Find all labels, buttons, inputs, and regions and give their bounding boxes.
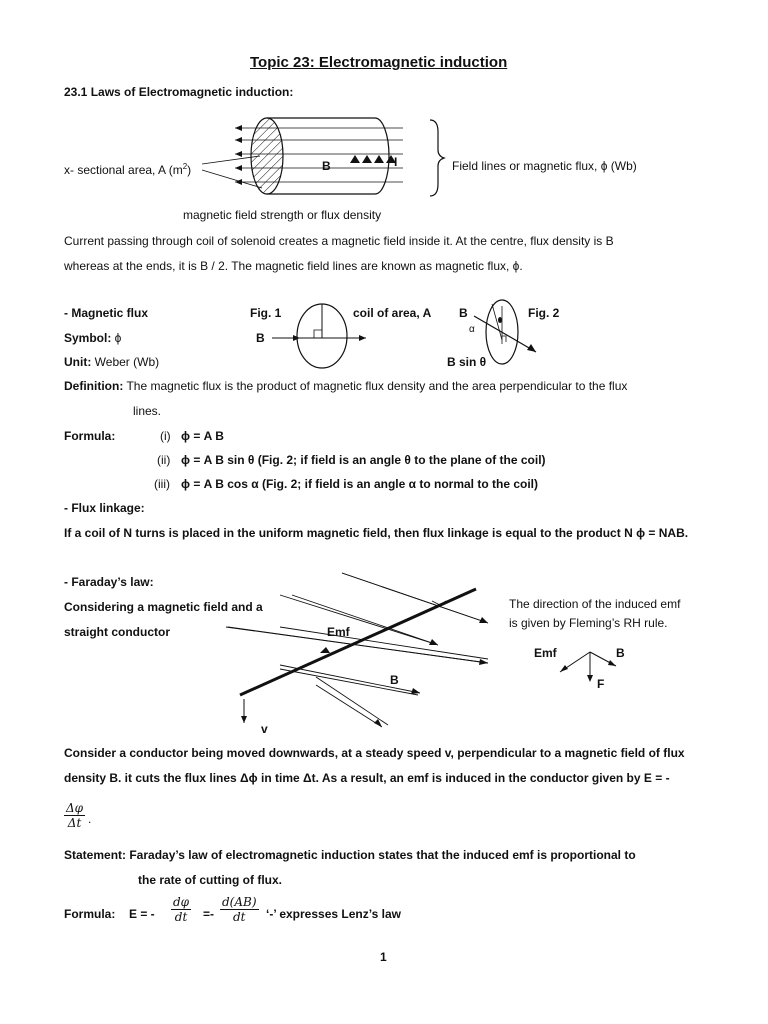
flux-lines-label: Field lines or magnetic flux, ϕ (Wb) bbox=[452, 159, 637, 173]
formula-ii-number: (ii) bbox=[157, 453, 171, 467]
faraday-left-line: Considering a magnetic field and a bbox=[64, 600, 263, 614]
area-pointer-lines bbox=[200, 150, 270, 200]
solenoid-current-label: I bbox=[394, 155, 398, 169]
faraday-formula-eq: =- bbox=[203, 907, 215, 921]
faraday-heading: - Faraday’s law: bbox=[64, 575, 154, 589]
definition-line: Definition: The magnetic flux is the product of magnetic flux density and the area perpendicular to the flux bbox=[64, 379, 628, 393]
fig2-alpha-label: α bbox=[469, 324, 475, 335]
rh-rule-line: is given by Fleming’s RH rule. bbox=[509, 616, 668, 630]
page-title: Topic 23: Electromagnetic induction bbox=[250, 54, 508, 71]
paragraph-line: Current passing through coil of solenoid creates a magnetic field inside it. At the centre, flux density is B bbox=[64, 234, 614, 248]
section-heading: 23.1 Laws of Electromagnetic induction: bbox=[64, 85, 294, 99]
formula-iii: ϕ = A B cos α (Fig. 2; if field is an angle α to normal to the coil) bbox=[181, 477, 539, 491]
linkage-heading: - Flux linkage: bbox=[64, 501, 145, 515]
flux-heading: - Magnetic flux bbox=[64, 306, 149, 320]
faraday-left-line: straight conductor bbox=[64, 625, 171, 639]
linkage-text: If a coil of N turns is placed in the uniform magnetic field, then flux linkage is equal to the product N ϕ = NAB. bbox=[64, 526, 689, 540]
area-label: x- sectional area, A $(m^2)$ bbox=[64, 162, 192, 177]
formula-iii-number: (iii) bbox=[154, 477, 170, 491]
conductor-b-label: B bbox=[390, 673, 399, 687]
solenoid-caption: magnetic field strength or flux density bbox=[183, 208, 382, 222]
faraday-paragraph-line: density B. it cuts the flux lines Δϕ in time Δt. As a result, an emf is induced in the conductor given by E = - bbox=[64, 771, 670, 785]
statement-line: the rate of cutting of flux. bbox=[138, 873, 282, 887]
fig1-b-label: B bbox=[256, 331, 265, 345]
fig2-label: Fig. 2 bbox=[528, 306, 560, 320]
fig2-b-label: B bbox=[459, 306, 468, 320]
formula-ii: ϕ = A B sin θ (Fig. 2; if field is an angle θ to the plane of the coil) bbox=[181, 453, 546, 467]
solenoid-b-label: B bbox=[322, 159, 331, 173]
rh-rule-line: The direction of the induced emf bbox=[509, 597, 681, 611]
faraday-formula-e: E = - bbox=[129, 907, 155, 921]
conductor-diagram bbox=[220, 565, 500, 735]
faraday-paragraph-line: Consider a conductor being moved downwards, at a steady speed v, perpendicular to a magnetic field of flux bbox=[64, 746, 685, 760]
delta-phi-fraction: $\frac{\Delta\varphi}{\Delta t}$ bbox=[66, 801, 84, 830]
conductor-v-label: v bbox=[261, 722, 268, 736]
formula-i: ϕ = A B bbox=[181, 429, 224, 443]
rh-emf-label: Emf bbox=[534, 646, 557, 660]
fig2-bsin-label: B sin θ bbox=[447, 355, 487, 369]
fig2-coil-diagram bbox=[470, 296, 550, 368]
fig1-coil-diagram bbox=[270, 298, 380, 370]
statement-line: Statement: Faraday’s law of electromagnetic induction states that the induced emf is proportional to bbox=[64, 848, 636, 862]
conductor-emf-label: Emf bbox=[327, 625, 350, 639]
symbol-line: Symbol: ϕ bbox=[64, 331, 122, 345]
formula-label: Formula: bbox=[64, 429, 116, 443]
fig1-label: Fig. 1 bbox=[250, 306, 282, 320]
lenz-note: ‘-’ expresses Lenz’s law bbox=[266, 907, 401, 921]
faraday-formula-label: Formula: bbox=[64, 907, 116, 921]
definition-line: lines. bbox=[133, 404, 162, 418]
rh-f-label: F bbox=[597, 677, 605, 691]
fraction-dot: . bbox=[88, 812, 92, 826]
dab-dt-fraction: $\frac{d(AB)}{dt}$ bbox=[222, 895, 257, 924]
dphi-dt-fraction: $\frac{d\varphi}{dt}$ bbox=[173, 895, 190, 924]
coil-area-label: coil of area, A bbox=[353, 306, 432, 320]
paragraph-line: whereas at the ends, it is B / 2. The magnetic field lines are known as magnetic flux, ϕ. bbox=[64, 259, 523, 273]
rh-b-label: B bbox=[616, 646, 625, 660]
unit-line: Unit: Weber (Wb) bbox=[64, 355, 160, 369]
formula-i-number: (i) bbox=[160, 429, 171, 443]
page-number: 1 bbox=[380, 950, 387, 964]
